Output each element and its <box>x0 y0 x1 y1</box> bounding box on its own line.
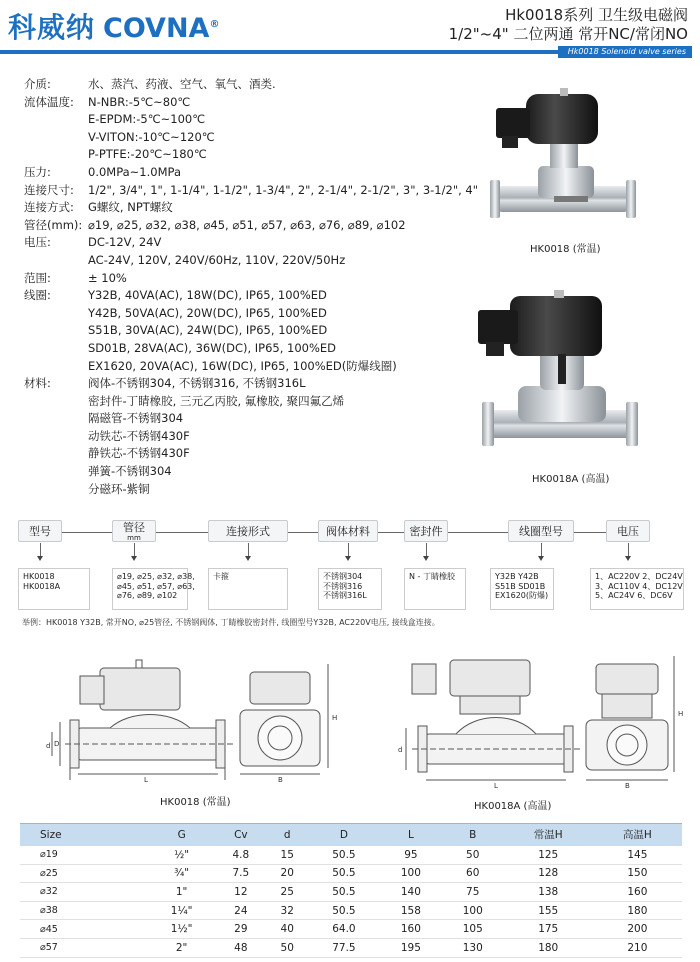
table-cell: 20 <box>267 864 308 883</box>
flow-detail-line: 不锈钢316L <box>323 591 367 600</box>
spec-row <box>24 76 464 94</box>
spec-value: EX1620, 20VA(AC), 16W(DC), IP65, 100%ED(防爆线圈) <box>88 358 397 373</box>
flow-detail-2 <box>112 568 195 610</box>
flow-box-label: 型号 <box>29 525 51 538</box>
spec-values <box>88 199 464 217</box>
spec-value: 密封件-丁睛橡胶, 三元乙丙胶, 氟橡胶, 聚四氟乙烯 <box>88 393 345 408</box>
flow-arrow-stem <box>40 543 41 557</box>
dim-label-D: D <box>54 740 60 748</box>
arrow-down-icon <box>538 556 544 561</box>
spec-row <box>24 234 464 269</box>
spec-value: S51B, 30VA(AC), 24W(DC), IP65, 100%ED <box>88 323 328 338</box>
table-row <box>20 920 682 939</box>
table-header-row <box>20 824 682 846</box>
spec-value: AC-24V, 120V, 240V/60Hz, 110V, 220V/50Hz <box>88 252 346 267</box>
table-row <box>20 938 682 957</box>
flow-box-5 <box>404 520 448 542</box>
flow-box-label: 密封件 <box>409 525 443 538</box>
spec-value: 水、蒸汽、药液、空气、氧气、酒类. <box>88 77 276 91</box>
table-cell: 48 <box>215 938 267 957</box>
flow-box-label: 线圈型号 <box>519 525 563 538</box>
table-cell: 50.5 <box>308 901 380 920</box>
drawing-caption-hk0018: HK0018 (常温) <box>160 797 231 808</box>
flow-detail-5 <box>404 568 466 610</box>
table-cell: 64.0 <box>308 920 380 939</box>
spec-value: N-NBR:-5℃~80℃ <box>88 94 191 109</box>
spec-value: 静铁芯-不锈钢430F <box>88 446 190 461</box>
table-cell: ⌀32 <box>20 883 148 902</box>
flow-detail-7 <box>590 568 684 610</box>
table-cell: 150 <box>593 864 682 883</box>
spec-label: 材料: <box>24 376 51 391</box>
arrow-down-icon <box>625 556 631 561</box>
table-cell: 160 <box>380 920 442 939</box>
spec-value: DC-12V, 24V <box>88 235 162 250</box>
flow-detail-line: HK0018A <box>23 581 61 591</box>
table-header-cell: 常温H <box>504 824 593 846</box>
series-label: Hk0018 Solenoid valve series <box>558 46 692 58</box>
table-cell: 200 <box>593 920 682 939</box>
brand-name-cn: 科威纳 <box>8 11 96 44</box>
page-title <box>449 6 688 44</box>
spec-row <box>24 287 464 375</box>
table-cell: 155 <box>504 901 593 920</box>
table-cell: 145 <box>593 846 682 865</box>
table-cell: 50 <box>442 846 504 865</box>
dimension-table <box>20 823 682 958</box>
spec-values <box>88 76 464 94</box>
flow-detail-3 <box>208 568 288 610</box>
table-cell: ⌀57 <box>20 938 148 957</box>
spec-label: 连接尺寸: <box>24 182 74 197</box>
flow-detail-line: HK0018 <box>23 572 55 581</box>
spec-label: 线圈: <box>24 288 51 303</box>
table-cell: 105 <box>442 920 504 939</box>
table-cell: 7.5 <box>215 864 267 883</box>
table-cell: 12 <box>215 883 267 902</box>
flow-arrow-stem <box>248 543 249 557</box>
flow-detail-line: ⌀45, ⌀51, ⌀57, ⌀63, <box>117 581 195 591</box>
table-cell: 50.5 <box>308 846 380 865</box>
table-cell: 2" <box>148 938 215 957</box>
flow-box-unit: mm <box>127 534 141 542</box>
flow-detail-line: 1、AC220V 2、DC24V <box>595 572 683 581</box>
header-bar <box>0 46 700 58</box>
dim-label-d: d <box>46 742 51 750</box>
table-cell: 140 <box>380 883 442 902</box>
flow-box-4 <box>318 520 378 542</box>
dimension-drawing-hk0018 <box>40 650 340 785</box>
flow-box-label: 阀体材料 <box>326 525 370 538</box>
spec-value: Y42B, 50VA(AC), 20W(DC), IP65, 100%ED <box>88 305 327 320</box>
spec-label: 流体温度: <box>24 94 74 109</box>
title-line-2: 1/2"~4" 二位两通 常开NC/常闭NO <box>448 25 688 43</box>
table-cell: 1½" <box>148 920 215 939</box>
table-header-cell: L <box>380 824 442 846</box>
flow-box-label: 连接形式 <box>226 525 270 538</box>
table-cell: 125 <box>504 846 593 865</box>
order-example: 举例：HK0018 Y32B, 常开NO, ⌀25管径, 不锈钢阀体, 丁睛橡胶密封件, 线圈型号Y32B, AC220V电压, 接线盒连接。 <box>22 618 440 627</box>
table-cell: 32 <box>267 901 308 920</box>
spec-values <box>88 164 464 182</box>
table-cell: 77.5 <box>308 938 380 957</box>
flow-box-label: 管径 <box>123 521 145 534</box>
spec-label: 介质: <box>24 77 51 91</box>
arrow-down-icon <box>423 556 429 561</box>
spec-value: ± 10% <box>88 270 127 285</box>
spec-row <box>24 94 464 164</box>
table-cell: ⌀38 <box>20 901 148 920</box>
spec-value: 隔磁管-不锈钢304 <box>88 411 184 426</box>
flow-arrow-stem <box>426 543 427 557</box>
spec-value: 0.0MPa~1.0MPa <box>88 164 181 179</box>
table-cell: 175 <box>504 920 593 939</box>
table-cell: 128 <box>504 864 593 883</box>
flow-box-2 <box>112 520 156 542</box>
spec-value: 阀体-不锈钢304, 不锈钢316, 不锈钢316L <box>88 376 306 391</box>
flow-box-3 <box>208 520 288 542</box>
table-cell: 4.8 <box>215 846 267 865</box>
spec-value: G螺纹, NPT螺纹 <box>88 200 173 215</box>
arrow-down-icon <box>131 556 137 561</box>
dim-label-H-2: H <box>678 710 684 718</box>
table-cell: 50.5 <box>308 864 380 883</box>
spec-values <box>88 287 464 375</box>
flow-box-label: 电压 <box>617 525 639 538</box>
spec-values <box>88 94 464 164</box>
title-line-1: Hk0018系列 卫生级电磁阀 <box>505 6 688 24</box>
table-cell: 15 <box>267 846 308 865</box>
spec-value: E-EPDM:-5℃~100℃ <box>88 112 206 127</box>
dim-label-L-2: L <box>494 782 498 790</box>
spec-value: 分磁环-紫铜 <box>88 481 150 496</box>
spec-values <box>88 234 464 269</box>
table-row <box>20 864 682 883</box>
table-header-cell: B <box>442 824 504 846</box>
flow-arrow-stem <box>134 543 135 557</box>
table-row <box>20 883 682 902</box>
table-cell: 1¼" <box>148 901 215 920</box>
arrow-down-icon <box>37 556 43 561</box>
drawing-caption-hk0018a: HK0018A (高温) <box>474 801 552 812</box>
table-cell: ⌀19 <box>20 846 148 865</box>
table-cell: 50 <box>267 938 308 957</box>
table-cell: ⌀45 <box>20 920 148 939</box>
flow-box-7 <box>606 520 650 542</box>
spec-row <box>24 182 479 200</box>
table-cell: ⌀25 <box>20 864 148 883</box>
product-photo-hk0018a <box>470 290 650 460</box>
dim-label-B: B <box>278 776 283 784</box>
brand-logo <box>8 6 219 46</box>
arrow-down-icon <box>245 556 251 561</box>
flow-detail-line: S51B SD01B <box>495 581 546 591</box>
table-cell: 29 <box>215 920 267 939</box>
flow-arrow-stem <box>541 543 542 557</box>
photo-caption-hk0018: HK0018 (常温) <box>530 244 601 255</box>
spec-label: 压力: <box>24 164 51 179</box>
spec-label: 管径(mm): <box>24 217 83 232</box>
table-body <box>20 846 682 958</box>
table-header-cell: D <box>308 824 380 846</box>
table-cell: 130 <box>442 938 504 957</box>
spec-value: V-VITON:-10℃~120℃ <box>88 129 215 144</box>
table-cell: 60 <box>442 864 504 883</box>
table-cell: 210 <box>593 938 682 957</box>
dim-label-L: L <box>144 776 148 784</box>
spec-value: P-PTFE:-20℃~180℃ <box>88 147 207 162</box>
flow-detail-line: 不锈钢316 <box>323 581 363 591</box>
table-header-cell: Cv <box>215 824 267 846</box>
spec-row <box>24 217 464 235</box>
table-cell: 40 <box>267 920 308 939</box>
spec-value: ⌀19, ⌀25, ⌀32, ⌀38, ⌀45, ⌀51, ⌀57, ⌀63, ⌀76, ⌀89, ⌀102 <box>88 217 406 232</box>
spec-row <box>24 270 464 288</box>
table-cell: 160 <box>593 883 682 902</box>
flow-box-1 <box>18 520 62 542</box>
table-cell: 25 <box>267 883 308 902</box>
dimension-drawing-hk0018a <box>390 650 690 790</box>
flow-arrow-stem <box>628 543 629 557</box>
arrow-down-icon <box>345 556 351 561</box>
table-cell: ½" <box>148 846 215 865</box>
brand-name-en-text: COVNA <box>103 13 210 44</box>
table-cell: 180 <box>504 938 593 957</box>
product-photo-hk0018 <box>488 88 638 236</box>
table-cell: 180 <box>593 901 682 920</box>
brand-name-en <box>103 13 219 44</box>
table-cell: 24 <box>215 901 267 920</box>
spec-value: Y32B, 40VA(AC), 18W(DC), IP65, 100%ED <box>88 288 327 303</box>
registered-mark: ® <box>209 19 220 30</box>
table-cell: 100 <box>442 901 504 920</box>
flow-detail-line: 不锈钢304 <box>323 572 363 581</box>
spec-value: 动铁芯-不锈钢430F <box>88 428 190 443</box>
table-header-cell: G <box>148 824 215 846</box>
table-header-cell: Size <box>20 824 148 846</box>
flow-detail-line: 卡箍 <box>213 572 229 581</box>
table-cell: 50.5 <box>308 883 380 902</box>
table-cell: ¾" <box>148 864 215 883</box>
table-header-cell: d <box>267 824 308 846</box>
spec-values <box>88 217 464 235</box>
spec-value: SD01B, 28VA(AC), 36W(DC), IP65, 100%ED <box>88 340 337 355</box>
table-cell: 195 <box>380 938 442 957</box>
spec-values <box>88 182 478 200</box>
flow-detail-line: N - 丁睛橡胶 <box>409 572 455 581</box>
table-cell: 1" <box>148 883 215 902</box>
photo-caption-hk0018a: HK0018A (高温) <box>532 474 610 485</box>
table-row <box>20 901 682 920</box>
flow-detail-line: EX1620(防爆) <box>495 591 549 600</box>
flow-box-6 <box>508 520 574 542</box>
spec-row <box>24 199 464 217</box>
table-row <box>20 846 682 865</box>
flow-detail-6 <box>490 568 554 610</box>
dim-label-H: H <box>332 714 338 722</box>
flow-detail-line: ⌀19, ⌀25, ⌀32, ⌀38, <box>117 572 195 581</box>
spec-row <box>24 375 464 498</box>
header-rule <box>0 50 560 54</box>
flow-detail-line: Y32B Y42B <box>495 572 539 581</box>
flow-arrow-stem <box>348 543 349 557</box>
spec-label: 电压: <box>24 235 51 250</box>
table-cell: 158 <box>380 901 442 920</box>
flow-detail-line: 5、AC24V 6、DC6V <box>595 591 673 600</box>
table-cell: 100 <box>380 864 442 883</box>
spec-label: 连接方式: <box>24 200 74 215</box>
flow-detail-1 <box>18 568 90 610</box>
dim-label-d-2: d <box>398 746 403 754</box>
flow-detail-4 <box>318 568 382 610</box>
spec-values <box>88 375 464 498</box>
spec-values <box>88 270 464 288</box>
table-cell: 138 <box>504 883 593 902</box>
spec-row <box>24 164 464 182</box>
spec-list <box>24 76 479 498</box>
spec-label: 范围: <box>24 270 51 285</box>
table-header-cell: 高温H <box>593 824 682 846</box>
spec-value: 1/2", 3/4", 1", 1-1/4", 1-1/2", 1-3/4", 2", 2-1/4", 2-1/2", 3", 3-1/2", 4" <box>88 182 479 197</box>
table-cell: 75 <box>442 883 504 902</box>
table-cell: 95 <box>380 846 442 865</box>
dim-label-B-2: B <box>625 782 630 790</box>
flow-detail-line: 3、AC110V 4、DC12V <box>595 581 683 591</box>
flow-detail-line: ⌀76, ⌀89, ⌀102 <box>117 591 178 600</box>
spec-value: 弹簧-不锈钢304 <box>88 464 172 479</box>
